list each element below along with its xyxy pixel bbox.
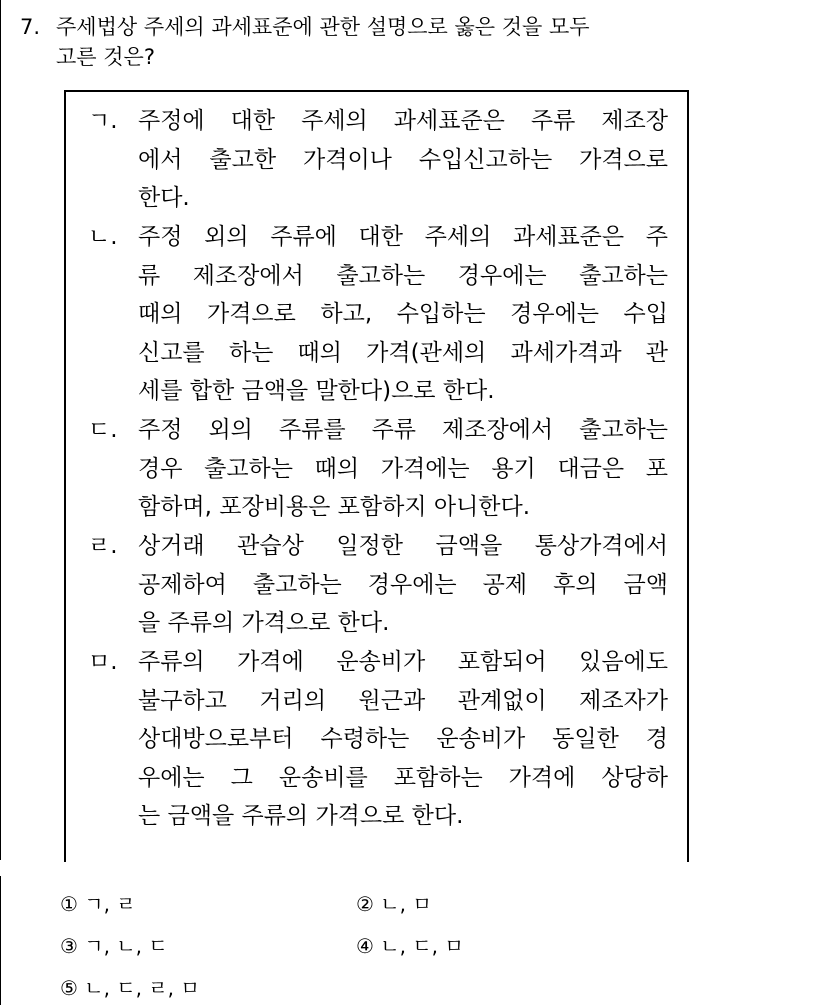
statement-a — [88, 102, 688, 218]
choice-1[interactable]: ① ㄱ, ㄹ — [60, 892, 136, 916]
question-text-line-1: 주세법상 주세의 과세표준에 관한 설명으로 옳은 것을 모두 — [56, 15, 590, 39]
statement-line: 때의 가격으로 하고, 수입하는 경우에는 수입 — [138, 301, 668, 327]
statement-e — [88, 643, 688, 836]
statement-line: 상거래 관습상 일정한 금액을 통상가격에서 — [138, 533, 668, 559]
choice-2[interactable]: ② ㄴ, ㅁ — [356, 892, 432, 916]
statement-b — [88, 218, 688, 411]
statement-line: 함하며, 포장비용은 포함하지 아니한다. — [138, 494, 531, 520]
statement-line: 경우 출고하는 때의 가격에는 용기 대금은 포 — [138, 455, 668, 482]
statement-marker: ㄹ. — [88, 533, 118, 559]
statement-line: 을 주류의 가격으로 한다. — [138, 610, 390, 636]
page-left-rule-lower — [0, 876, 1, 1005]
question-text-line-2: 고른 것은? — [56, 45, 155, 69]
statement-line: 주정에 대한 주세의 과세표준은 주류 제조장 — [138, 108, 668, 134]
choice-4[interactable]: ④ ㄴ, ㄷ, ㅁ — [356, 934, 464, 958]
statement-marker: ㄴ. — [88, 224, 118, 250]
statement-line: 주류의 가격에 운송비가 포함되어 있음에도 — [138, 649, 668, 675]
statement-line: 불구하고 거리의 원근과 관계없이 제조자가 — [138, 687, 668, 714]
statement-line: 세를 합한 금액을 말한다)으로 한다. — [138, 378, 495, 404]
choice-3[interactable]: ③ ㄱ, ㄴ, ㄷ — [60, 934, 168, 958]
statement-line: 상대방으로부터 수령하는 운송비가 동일한 경 — [138, 726, 668, 752]
statement-line: 류 제조장에서 출고하는 경우에는 출고하는 — [138, 262, 668, 289]
statement-line: 주정 외의 주류에 대한 주세의 과세표준은 주 — [138, 224, 668, 250]
statement-marker: ㄷ. — [88, 417, 118, 443]
statement-line: 공제하여 출고하는 경우에는 공제 후의 금액 — [138, 571, 668, 598]
statement-line: 한다. — [138, 185, 190, 211]
statement-line: 는 금액을 주류의 가격으로 한다. — [138, 803, 464, 829]
statement-line: 우에는 그 운송비를 포함하는 가격에 상당하 — [138, 764, 668, 791]
statement-line: 주정 외의 주류를 주류 제조장에서 출고하는 — [138, 417, 668, 443]
statement-marker: ㅁ. — [88, 649, 118, 675]
page-left-rule — [0, 0, 1, 860]
statement-box — [64, 90, 689, 862]
choice-5[interactable]: ⑤ ㄴ, ㄷ, ㄹ, ㅁ — [60, 976, 200, 1000]
statement-marker: ㄱ. — [88, 108, 118, 134]
statement-line: 신고를 하는 때의 가격(관세의 과세가격과 관 — [138, 339, 668, 366]
statement-c — [88, 411, 688, 527]
statement-line: 에서 출고한 가격이나 수입신고하는 가격으로 — [138, 146, 668, 173]
question-number: 7. — [20, 15, 41, 39]
statement-d — [88, 527, 688, 643]
